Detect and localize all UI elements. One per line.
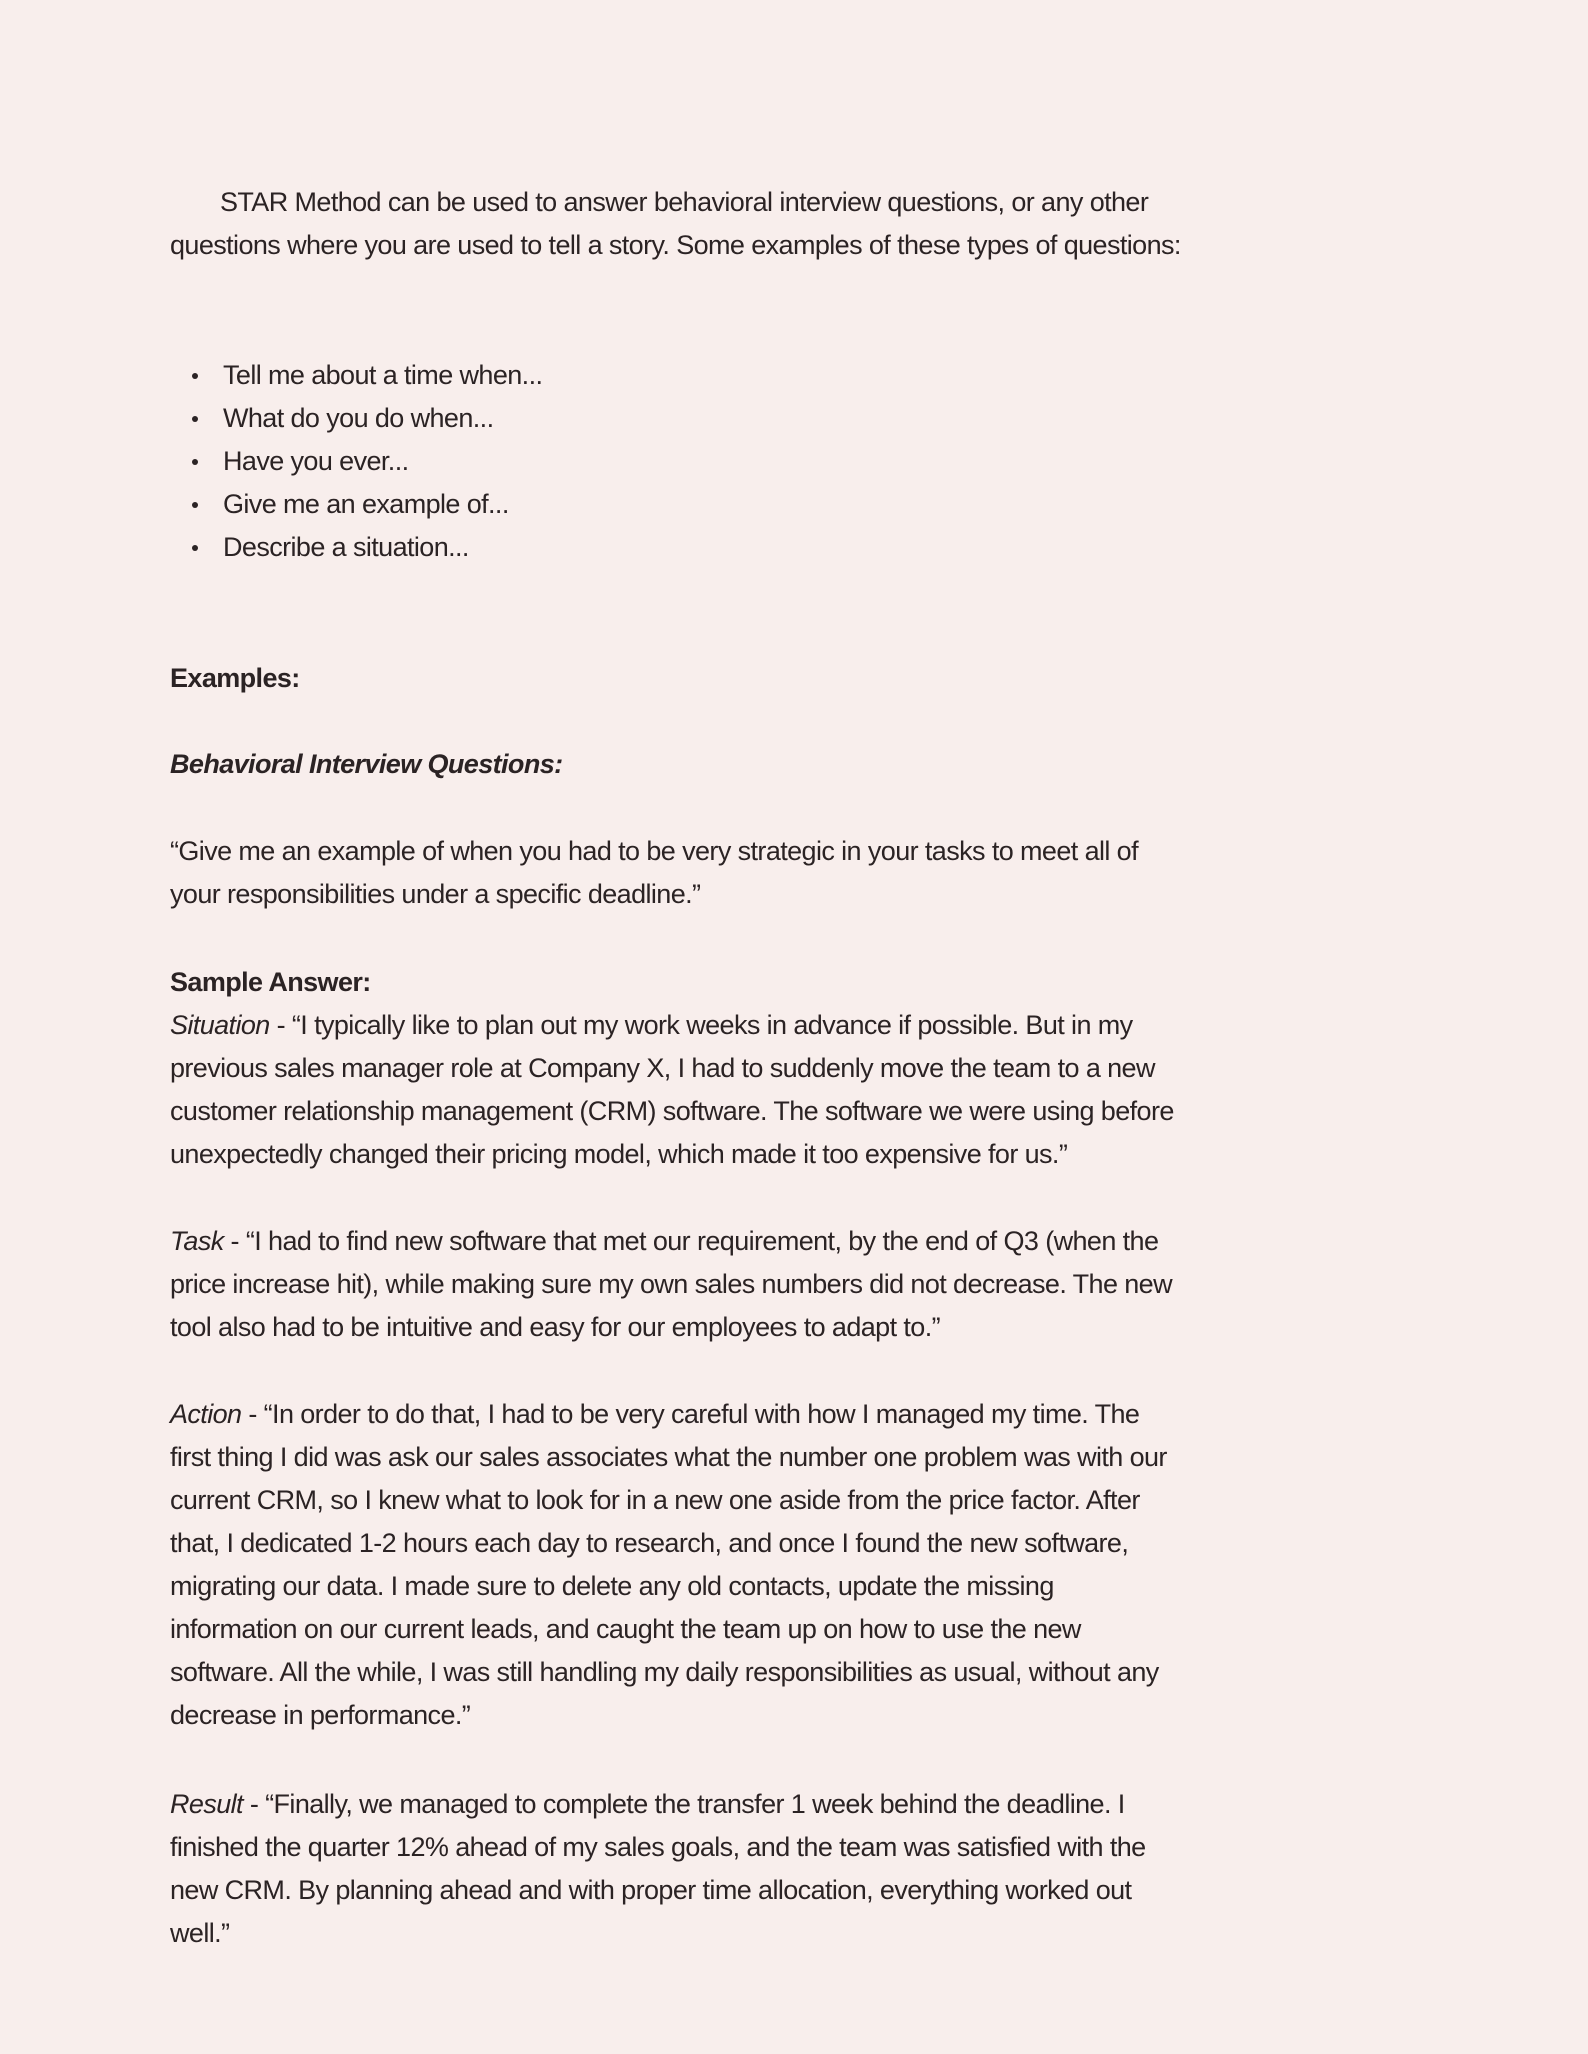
- sample-answer-heading: Sample Answer:: [170, 967, 371, 997]
- paragraph-line: tool also had to be intuitive and easy for our employees to adapt to.”: [170, 1312, 941, 1342]
- question-line: “Give me an example of when you had to be very strategic in your tasks to meet all of: [170, 836, 1139, 866]
- paragraph-line: migrating our data. I made sure to delete any old contacts, update the missing: [170, 1571, 1054, 1601]
- intro-line: STAR Method can be used to answer behavioral interview questions, or any other: [220, 187, 1149, 217]
- examples-heading: Examples:: [170, 663, 300, 693]
- situation-paragraph: [170, 1004, 1174, 1176]
- bullet-icon: [192, 502, 198, 508]
- question-line: your responsibilities under a specific deadline.”: [170, 879, 701, 909]
- paragraph-line: - “Finally, we managed to complete the transfer 1 week behind the deadline. I: [242, 1789, 1125, 1819]
- intro-line: questions where you are used to tell a story. Some examples of these types of questions:: [170, 230, 1181, 260]
- list-item: [170, 440, 542, 483]
- paragraph-line: customer relationship management (CRM) software. The software we were using before: [170, 1096, 1174, 1126]
- list-item-text: Tell me about a time when...: [223, 360, 543, 390]
- bullet-icon: [192, 545, 198, 551]
- paragraph-line: well.”: [170, 1918, 230, 1948]
- paragraph-line: decrease in performance.”: [170, 1700, 471, 1730]
- list-item: [170, 397, 542, 440]
- paragraph-line: first thing I did was ask our sales associates what the number one problem was with our: [170, 1442, 1167, 1472]
- question-types-list: [170, 354, 542, 569]
- example-question: [170, 830, 1138, 916]
- section-label: Action: [170, 1399, 242, 1429]
- behavioral-questions-subheading: Behavioral Interview Questions:: [170, 749, 563, 779]
- paragraph-line: finished the quarter 12% ahead of my sales goals, and the team was satisfied with the: [170, 1832, 1146, 1862]
- bullet-icon: [192, 373, 198, 379]
- paragraph-line: new CRM. By planning ahead and with proper time allocation, everything worked out: [170, 1875, 1132, 1905]
- list-item-text: Give me an example of...: [223, 489, 509, 519]
- paragraph-line: - “I typically like to plan out my work weeks in advance if possible. But in my: [269, 1010, 1133, 1040]
- intro-paragraph: [170, 181, 1181, 267]
- list-item: [170, 483, 542, 526]
- paragraph-line: that, I dedicated 1-2 hours each day to research, and once I found the new software,: [170, 1528, 1129, 1558]
- paragraph-line: unexpectedly changed their pricing model, which made it too expensive for us.”: [170, 1139, 1068, 1169]
- result-paragraph: [170, 1783, 1146, 1955]
- bullet-icon: [192, 459, 198, 465]
- paragraph-line: price increase hit), while making sure my own sales numbers did not decrease. The new: [170, 1269, 1173, 1299]
- list-item-text: Describe a situation...: [223, 532, 469, 562]
- task-paragraph: [170, 1220, 1172, 1349]
- list-item: [170, 354, 542, 397]
- bullet-icon: [192, 416, 198, 422]
- paragraph-line: previous sales manager role at Company X, I had to suddenly move the team to a new: [170, 1053, 1155, 1083]
- paragraph-line: software. All the while, I was still handling my daily responsibilities as usual, without any: [170, 1657, 1159, 1687]
- section-label: Result: [170, 1789, 243, 1819]
- paragraph-line: - “In order to do that, I had to be very careful with how I managed my time. The: [241, 1399, 1140, 1429]
- section-label: Situation: [170, 1010, 270, 1040]
- list-item-text: What do you do when...: [223, 403, 494, 433]
- list-item-text: Have you ever...: [223, 446, 409, 476]
- list-item: [170, 526, 542, 569]
- paragraph-line: current CRM, so I knew what to look for in a new one aside from the price factor. After: [170, 1485, 1140, 1515]
- action-paragraph: [170, 1393, 1167, 1737]
- section-label: Task: [170, 1226, 224, 1256]
- paragraph-line: - “I had to find new software that met our requirement, by the end of Q3 (when the: [223, 1226, 1159, 1256]
- paragraph-line: information on our current leads, and caught the team up on how to use the new: [170, 1614, 1081, 1644]
